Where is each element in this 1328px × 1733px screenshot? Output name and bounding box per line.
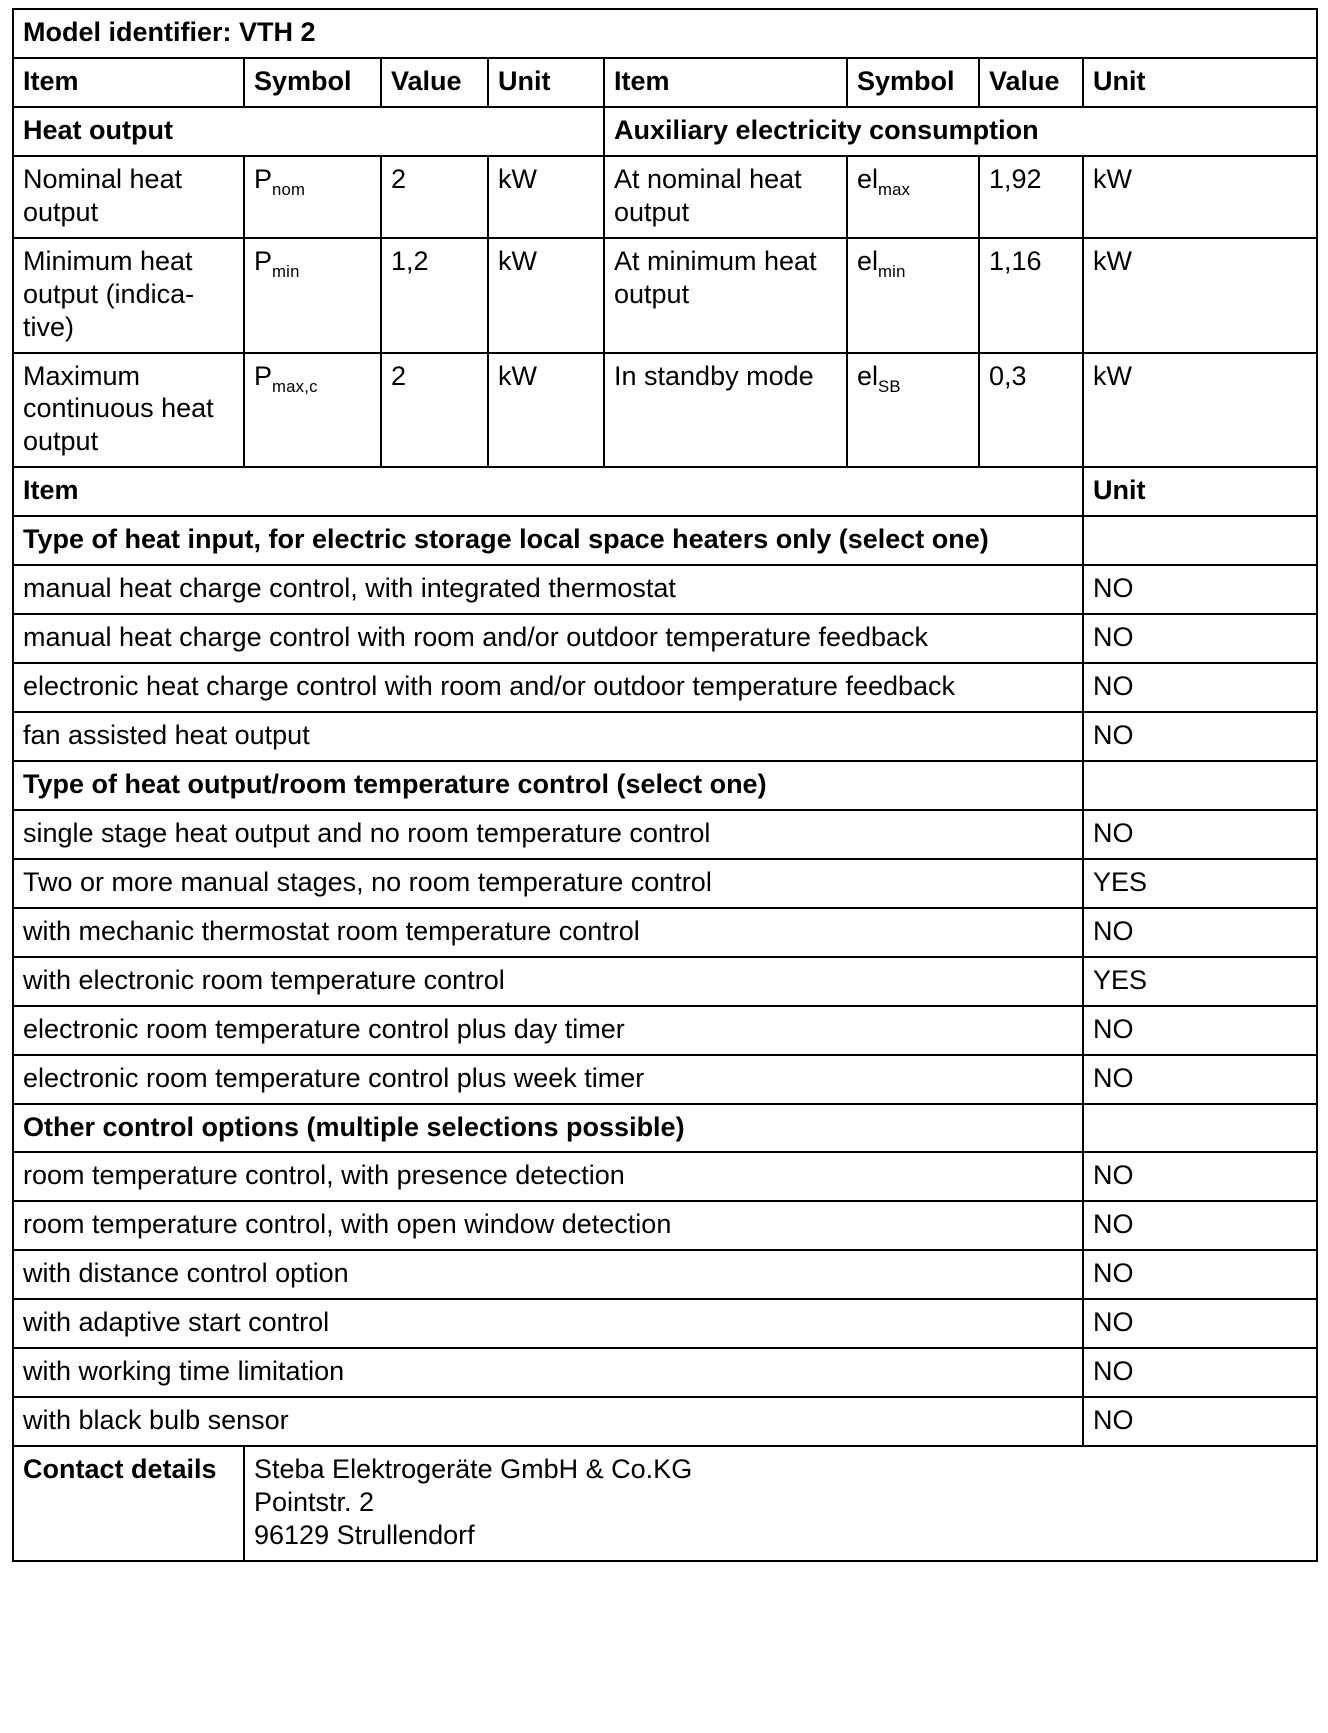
table-row xyxy=(13,614,1317,663)
aux-item: At minimum heat output xyxy=(604,238,847,353)
aux-item: In standby mode xyxy=(604,353,847,468)
aux-unit: kW xyxy=(1083,238,1317,353)
contact-details-label: Contact details xyxy=(13,1446,244,1561)
output-control-unit: YES xyxy=(1083,957,1317,1006)
table-row xyxy=(13,1055,1317,1104)
heat-output-unit: kW xyxy=(488,238,604,353)
heat-output-item: Minimum heat output (indica-tive) xyxy=(13,238,244,353)
other-control-item: room temperature control, with open window detection xyxy=(13,1201,1083,1250)
heat-output-symbol xyxy=(244,353,381,468)
header-symbol-left: Symbol xyxy=(244,58,381,107)
output-control-unit: NO xyxy=(1083,908,1317,957)
table-row xyxy=(13,1348,1317,1397)
section-other-control: Other control options (multiple selections possible) xyxy=(13,1104,1083,1153)
section-heat-input-unit xyxy=(1083,516,1317,565)
symbol-subscript: max xyxy=(878,179,911,199)
aux-symbol xyxy=(847,238,979,353)
contact-company: Steba Elektrogeräte GmbH & Co.KG xyxy=(254,1454,693,1485)
contact-city: 96129 Strullendorf xyxy=(254,1519,475,1550)
product-specification-table xyxy=(12,8,1318,1562)
section-heat-output-control: Type of heat output/room temperature control (select one) xyxy=(13,761,1083,810)
heat-output-item: Maximum continuous heat output xyxy=(13,353,244,468)
table-row xyxy=(13,810,1317,859)
aux-item: At nominal heat output xyxy=(604,156,847,238)
symbol-base: P xyxy=(254,245,273,276)
aux-value: 1,92 xyxy=(979,156,1083,238)
symbol-subscript: min xyxy=(272,261,300,281)
output-control-item: Two or more manual stages, no room temperature control xyxy=(13,859,1083,908)
table-row xyxy=(13,238,1317,353)
table-row xyxy=(13,1152,1317,1201)
table-row xyxy=(13,156,1317,238)
section-auxiliary-consumption: Auxiliary electricity consumption xyxy=(604,107,1317,156)
model-identifier-label: Model identifier: VTH 2 xyxy=(13,9,1317,58)
table-row xyxy=(13,1250,1317,1299)
table-row xyxy=(13,712,1317,761)
other-control-unit: NO xyxy=(1083,1397,1317,1446)
output-control-item: electronic room temperature control plus day timer xyxy=(13,1006,1083,1055)
symbol-base: el xyxy=(857,163,879,194)
contact-details-value xyxy=(244,1446,1317,1561)
aux-symbol xyxy=(847,156,979,238)
heat-input-unit: NO xyxy=(1083,712,1317,761)
symbol-base: el xyxy=(857,245,879,276)
heat-input-item: electronic heat charge control with room and/or outdoor temperature feedback xyxy=(13,663,1083,712)
heat-input-unit: NO xyxy=(1083,565,1317,614)
symbol-base: P xyxy=(254,360,273,391)
symbol-base: el xyxy=(857,360,879,391)
symbol-subscript: max,c xyxy=(272,376,318,396)
other-control-unit: NO xyxy=(1083,1250,1317,1299)
header-value-right: Value xyxy=(979,58,1083,107)
symbol-subscript: min xyxy=(878,261,906,281)
heat-input-item: fan assisted heat output xyxy=(13,712,1083,761)
other-control-item: with distance control option xyxy=(13,1250,1083,1299)
section-heat-input-type: Type of heat input, for electric storage local space heaters only (select one) xyxy=(13,516,1083,565)
table-row xyxy=(13,957,1317,1006)
other-control-unit: NO xyxy=(1083,1201,1317,1250)
other-control-unit: NO xyxy=(1083,1348,1317,1397)
heat-output-value: 2 xyxy=(381,353,488,468)
header-value-left: Value xyxy=(381,58,488,107)
section-header-row xyxy=(13,761,1317,810)
heat-output-value: 2 xyxy=(381,156,488,238)
table-row xyxy=(13,1397,1317,1446)
model-identifier-row xyxy=(13,9,1317,58)
other-control-item: with working time limitation xyxy=(13,1348,1083,1397)
heat-input-item: manual heat charge control, with integrated thermostat xyxy=(13,565,1083,614)
header-item-full: Item xyxy=(13,467,1083,516)
output-control-unit: NO xyxy=(1083,1055,1317,1104)
section-other-control-unit xyxy=(1083,1104,1317,1153)
table-row xyxy=(13,1201,1317,1250)
symbol-subscript: nom xyxy=(272,179,306,199)
heat-output-item: Nominal heat output xyxy=(13,156,244,238)
header-unit-full: Unit xyxy=(1083,467,1317,516)
heat-output-symbol xyxy=(244,156,381,238)
heat-input-unit: NO xyxy=(1083,614,1317,663)
output-control-unit: YES xyxy=(1083,859,1317,908)
output-control-item: with mechanic thermostat room temperature control xyxy=(13,908,1083,957)
heat-output-unit: kW xyxy=(488,353,604,468)
contact-street: Pointstr. 2 xyxy=(254,1487,375,1517)
output-control-unit: NO xyxy=(1083,810,1317,859)
contact-details-row xyxy=(13,1446,1317,1561)
aux-unit: kW xyxy=(1083,156,1317,238)
table-row xyxy=(13,353,1317,468)
table-row xyxy=(13,1006,1317,1055)
symbol-base: P xyxy=(254,163,273,194)
item-unit-header-row xyxy=(13,467,1317,516)
output-control-item: single stage heat output and no room temperature control xyxy=(13,810,1083,859)
table-row xyxy=(13,1299,1317,1348)
other-control-item: with adaptive start control xyxy=(13,1299,1083,1348)
aux-value: 1,16 xyxy=(979,238,1083,353)
symbol-subscript: SB xyxy=(878,376,901,396)
section-header-row xyxy=(13,1104,1317,1153)
heat-output-value: 1,2 xyxy=(381,238,488,353)
heat-input-unit: NO xyxy=(1083,663,1317,712)
section-header-row xyxy=(13,516,1317,565)
header-symbol-right: Symbol xyxy=(847,58,979,107)
table-row xyxy=(13,908,1317,957)
heat-input-item: manual heat charge control with room and/or outdoor temperature feedback xyxy=(13,614,1083,663)
aux-value: 0,3 xyxy=(979,353,1083,468)
aux-unit: kW xyxy=(1083,353,1317,468)
heat-output-unit: kW xyxy=(488,156,604,238)
other-control-item: room temperature control, with presence detection xyxy=(13,1152,1083,1201)
other-control-unit: NO xyxy=(1083,1152,1317,1201)
header-item-left: Item xyxy=(13,58,244,107)
heat-output-symbol xyxy=(244,238,381,353)
output-control-item: with electronic room temperature control xyxy=(13,957,1083,1006)
header-item-right: Item xyxy=(604,58,847,107)
output-control-item: electronic room temperature control plus week timer xyxy=(13,1055,1083,1104)
table-row xyxy=(13,859,1317,908)
header-unit-right: Unit xyxy=(1083,58,1317,107)
other-control-unit: NO xyxy=(1083,1299,1317,1348)
output-control-unit: NO xyxy=(1083,1006,1317,1055)
table-row xyxy=(13,663,1317,712)
section-header-row xyxy=(13,107,1317,156)
section-heat-output-control-unit xyxy=(1083,761,1317,810)
column-header-row xyxy=(13,58,1317,107)
header-unit-left: Unit xyxy=(488,58,604,107)
table-row xyxy=(13,565,1317,614)
other-control-item: with black bulb sensor xyxy=(13,1397,1083,1446)
aux-symbol xyxy=(847,353,979,468)
section-heat-output: Heat output xyxy=(13,107,604,156)
